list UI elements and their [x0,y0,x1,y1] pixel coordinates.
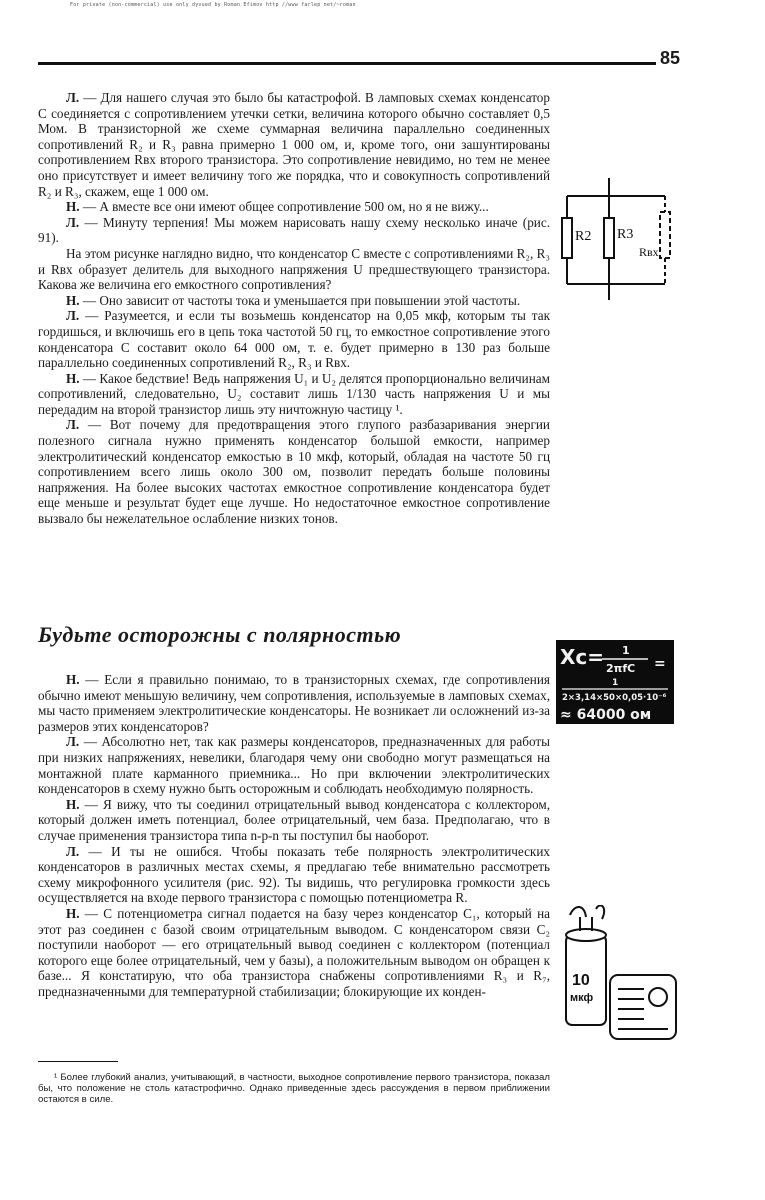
paragraph-text: — Если я правильно понимаю, то в транзисторных схемах, где сопротивления обычно имеют меньшую величину, чем сопротивления, используемые в ламповых схемах, мы часто применяем электролитические конденсаторы. Не возникает ли осложнений из-за размеров этих конденсаторов? [38,672,550,734]
speaker-label: Н. [66,370,80,386]
bottom-text-block [38,672,550,999]
paragraph [38,417,550,526]
paragraph-text: — И ты не ошибся. Чтобы показать тебе полярность электролитических конденсаторов в различных местах схемы, я предлагаю тебе внимательно рассмотреть схему микрофонного усилителя (рис. 92). Ты видишь, что регулировка громкости здесь осуществляется на входе первого транзистора с помощью потенциометра R. [38,843,550,906]
paragraph-text: — Разумеется, и если ты возьмешь конденсатор на 0,05 мкф, которым ты так гордишься, и включишь его в цепь тока частотой 50 гц, то емкостное сопротивление этого конденсатора C составит около 64 000 ом, т. е. будет примерно в 130 раз больше параллельно соединенных сопротивлений R₂, R₃ и Rвх. [38,308,550,371]
paragraph-text: — С потенциометра сигнал подается на базу через конденсатор C₁, который на этот раз соединен с базой своим отрицательным выводом. С конденсатором связи C₂ поступили наоборот — его отрицательный вывод соединен с коллектором (потенциал которого еще более отрицательный, чем у базы), а положительным выводом он обращен к базе... Я констатирую, что оба транзистора снабжены сопротивлениями R₃ и R₇, предназначенными для температурной стабилизации; блокирующие их конден- [38,905,550,999]
speaker-label: Л. [66,734,80,750]
paragraph [38,246,550,293]
speaker-label: Л. [66,214,80,230]
speaker-label: Н. [66,796,80,812]
formula-result: ≈ 64000 ом [560,707,652,723]
paragraph-text: На этом рисунке наглядно видно, что конденсатор C вместе с сопротивлениями R₂, R₃ и Rвх образует делитель для выходного напряжения U предшествующего транзистора. Какова же величина его емкостного сопротивления? [38,245,550,293]
paragraph [38,293,550,309]
paragraph [38,797,550,844]
paragraph [38,906,550,1000]
paragraph-text: — Для нашего случая это было бы катастрофой. В ламповых схемах конденсатор C соединяется с сопротивлением утечки сетки, величина которого обычно составляет 0,5 Мом. В транзисторной же схеме суммарная величина параллельно соединенных сопротивлений R₂ и R₃ равна примерно 1 000 ом, и, кроме того, они зашунтированы сопротивлением Rвх второго транзистора. Это сопротивление невидимо, но тем не менее оно присутствует и имеет величину того же порядка, что и совокупность сопротивлений R₂ и R₃, скажем, еще 1 000 ом. [38,90,550,199]
r2-label: R2 [575,229,592,244]
paragraph [38,199,550,215]
speaker-label: Л. [66,843,80,859]
paragraph [38,215,550,246]
paragraph [38,308,550,370]
paragraph [38,844,550,906]
speaker-label: Л. [66,417,80,433]
r3-label: R3 [617,227,634,242]
section-title: Будьте осторожны с полярностью [38,622,402,647]
speaker-label: Л. [66,308,80,324]
capacitor-unit: мкф [570,992,594,1004]
speaker-label: Н. [66,905,80,921]
speaker-label: Н. [66,199,80,215]
footnote [38,1072,550,1105]
paragraph [38,90,550,199]
top-text-block [38,90,550,527]
paragraph [38,734,550,796]
speaker-label: Н. [66,292,80,308]
speaker-label: Л. [66,90,80,105]
formula-lhs: Xc= [560,645,605,669]
paragraph [38,371,550,418]
footnote-rule [38,1061,118,1062]
paragraph-text: — Вот почему для предотвращения этого глупого разбазаривания энергии полезного сигнала нужно применять конденсатор большой емкости, например электролитический конденсатор емкостью в 10 мкф, который, обладая на частоте 50 гц сопротивлением всего лишь около 300 ом, позволит передать больше половины напряжения. На более высоких частотах емкостное сопротивление конденсатора будет еще меньше и результат будет еще лучше. Но недостаточное емкостное сопротивление вызвало бы нежелательное ослабление низких тонов. [38,417,550,527]
rvx-label: Rвх [639,245,659,259]
paragraph-text: — Какое бедствие! Ведь напряжения U₁ и U₂ делятся пропорционально величинам сопротивлений, следовательно, U₂ составит лишь 1/130 часть напряжения U и мы передадим на второй транзистор лишь эту ничтожную частицу ¹. [38,370,550,417]
paragraph-text: — Оно зависит от частоты тока и уменьшается при повышении этой частоты. [79,292,521,308]
paragraph-text: — Абсолютно нет, так как размеры конденсаторов, предназначенных для работы при низких напряжениях, невелики, благодаря чему они свободно могут размещаться на монтажной плате карманного приемника... Но при включении электролитических конденсаторов в схему нужно быть осторожным и соблюдать необходимую полярность. [38,734,550,797]
formula-numerator: 1 [622,644,630,657]
formula-denominator: 2πfC [606,662,636,675]
formula-blackboard [556,640,674,724]
footnote-text: ¹ Более глубокий анализ, учитывающий, в частности, выходное сопротивление первого транзистора, показал бы, что положение не столь катастрофично. Однако приведенные здесь рассуждения в первом приближении остаются в силе. [38,1072,550,1105]
header-rule [38,62,656,65]
formula-numerator-2: 1 [612,678,619,688]
scan-watermark: For private (non-commercial) use only dyvued by Roman Efimov http //www farlep net/~roman [70,2,356,8]
capacitor-radio-illustration [556,905,681,1045]
page-number: 85 [660,48,681,68]
formula-equals: = [654,656,666,672]
speaker-label: Н. [66,672,80,687]
paragraph-text: — Минуту терпения! Мы можем нарисовать нашу схему несколько иначе (рис. 91). [38,214,550,246]
paragraph-text: — А вместе все они имеют общее сопротивление 500 ом, но я не вижу... [79,199,489,215]
capacitor-value: 10 [572,972,590,989]
paragraph [38,672,550,734]
resistor-divider-diagram [553,176,677,302]
formula-denominator-2: 2×3,14×50×0,05·10⁻⁶ [562,693,667,703]
paragraph-text: — Я вижу, что ты соединил отрицательный вывод конденсатора с коллектором, который должен иметь потенциал, более отрицательный, чем база. Предполагаю, что в случае применения транзистора типа n-p-n ты поступил бы наоборот. [38,796,550,843]
